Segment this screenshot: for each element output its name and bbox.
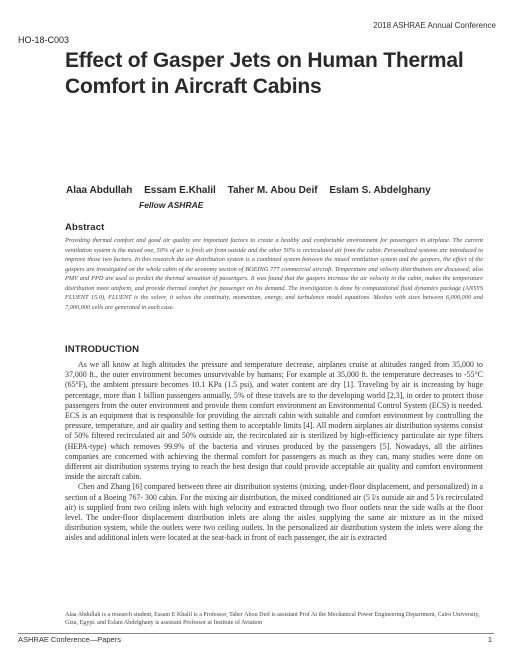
footer-series-label: ASHRAE Conference—Papers [18,635,121,644]
author-list [66,185,486,196]
author-name: Essam E.Khalil [144,185,216,196]
paper-code: HO-18-C003 [18,35,70,45]
abstract-text: Providing thermal comfort and good air quality are important factors to create a healthy and comfortable environment for passengers in airplane. The current ventilation system is the mixed one, 50% of air is fresh air from outside and the other 50% is recirculated air from the cabin. Personalized systems are introduced to improve those two factors. In this research the air distribution system is a combined system between the mixed ventilation system and the gaspers, the effect of the gaspers are investigated on the whole cabin of the economy section of BOEING 777 commercial aircraft. Temperature and velocity distributions are discussed; also PMV and PPD are used to predict the thermal sensation of passengers. It was found that the gaspers increase the air velocity in the cabin, makes the temperature distribution more uniform, and provide thermal comfort for passenger on his demand. The investigation is done by computational fluid dynamics package (ANSYS FLUENT 15.0), FLUENT is the solver, it solves the continuity, momentum, energy, and turbulence model equations. Meshes with sizes between 6,000,000 and 7,000,000 cells are generated in each case. [65,237,483,311]
footer-divider [18,633,494,634]
author-name: Eslam S. Abdelghany [329,185,431,196]
page-number: 1 [487,635,492,644]
paper-title: Effect of Gasper Jets on Human Thermal Comfort in Aircraft Cabins [65,49,464,98]
author-membership-note: Fellow ASHRAE [139,200,204,210]
author-name: Alaa Abdullah [66,185,133,196]
author-affiliation-footnote: Alaa Abdullah is a research student, Essam E Khalil is a Professor, Taher Abou Deif is assistant Prof At the Mechanical Power Engineering Department, Cairo University, Giza, Egypt. and Eslam Abdelghany is assistant Professor at Institute of Aviation [65,612,480,627]
author-name: Taher M. Abou Deif [227,185,318,196]
introduction-heading: INTRODUCTION [65,344,140,355]
introduction-body [65,360,483,544]
body-paragraph: As we all know at high altitudes the pressure and temperature decrease, airplanes cruise at altitudes ranged from 35,000 to 37,000 ft., the outer environment becomes unsurvivable by humans; For example at 35,000 ft. the temperature decreases to -55°C (65°F), the ambient pressure becomes 10.1 KPa (1.5 psi), and water content are dry [1]. Traveling by air is increasing by huge percentage, more than 1 billion passengers annually, 5% of these travels are to the developing world [2,3], in order to protect those passengers from the outer environment and provide them comfort environment an Environmental Control System (ECS) is needed. ECS is an equipment that is responsible for providing the aircraft cabin with suitable and comfort environment by controlling the pressure, temperature, and air quality and setting them to acceptable limits [4]. All modern airplanes air distribution systems consist of 50% filtered recirculated air and 50% outside air, the recirculated air is sterilized by high-efficiency particulate air type filters (HEPA-type) which removes 99.9% of the bacteria and viruses produced by the passengers [5]. Nowadays, all the airlines companies are concerned with achieving the thermal comfort for passengers as much as they can, many studies were done on different air distribution systems trying to reach the best design that could provide acceptable air quality and comfort environment inside the aircraft cabin. [65,360,483,482]
abstract-heading: Abstract [65,222,105,233]
conference-header: 2018 ASHRAE Annual Conference [373,21,496,30]
body-paragraph: Chen and Zhang [6] compared between three air distribution systems (mixing, under-floor displacement, and personalized) in a section of a Boeing 767- 300 cabin. For the mixing air distribution, the mixed conditioned air (5 l/s outside air and 5 l/s recirculated air) is supplied from two ceiling inlets with high velocity and extracted through two floor outlets near the side walls at the floor level. The under-floor displacement distribution inlets are along the aisles supplying the same air mixture as in the mixed distribution system, while the outlets were two ceiling outlets. In the personalized air distribution system the inlets were along the aisles and additional inlets were located at the seat-back in front of each passenger, the air is extracted [65,482,483,543]
